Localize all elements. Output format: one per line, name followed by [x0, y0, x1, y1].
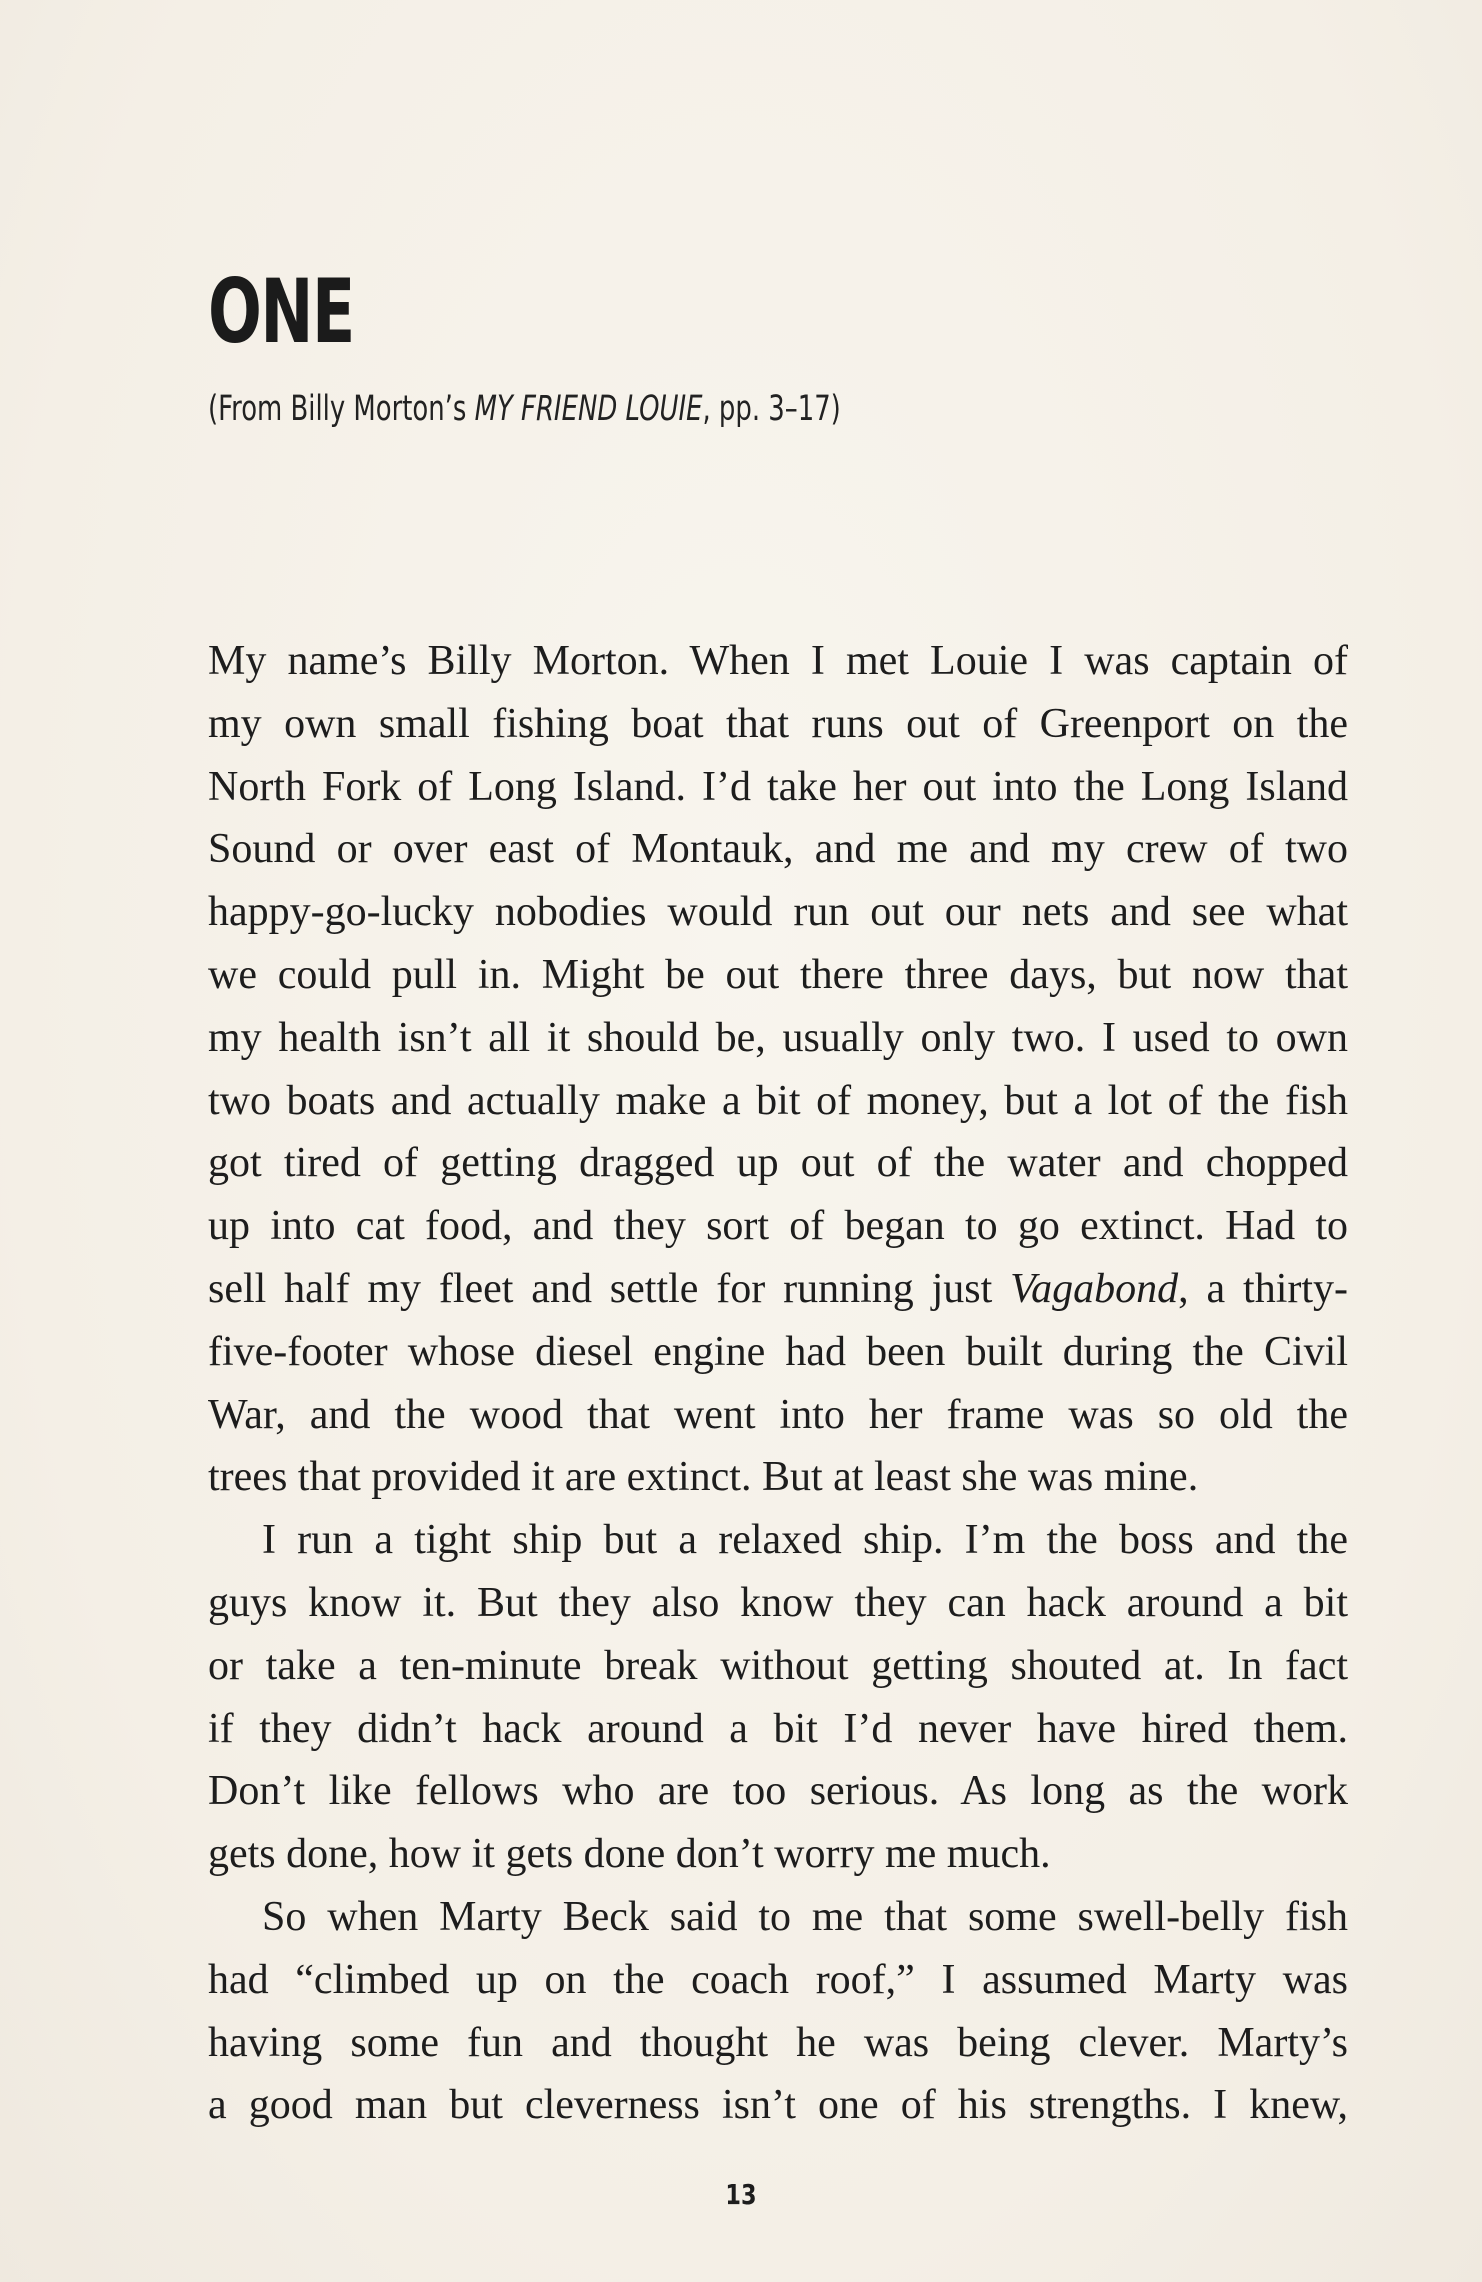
- text-line: five-footer whose diesel engine had been built during the Civil: [208, 1328, 1348, 1375]
- text-segment: sell half my fleet and settle for running just: [208, 1265, 1011, 1312]
- paragraph-2: [208, 1509, 1348, 1886]
- text-line: So when Marty Beck said to me that some swell-belly fish: [262, 1893, 1348, 1940]
- subtitle-suffix: , pp. 3–17): [702, 389, 841, 429]
- text-line: War, and the wood that went into her frame was so old the: [208, 1391, 1348, 1438]
- paragraph-3: [208, 1886, 1348, 2137]
- subtitle-prefix: (From Billy Morton’s: [208, 389, 475, 429]
- text-line: Don’t like fellows who are too serious. As long as the work: [208, 1768, 1348, 1815]
- text-line: my own small fishing boat that runs out of Greenport on the: [208, 700, 1348, 747]
- boat-name: Vagabond: [1010, 1265, 1179, 1312]
- text-line: a good man but cleverness isn’t one of his strengths. I knew,: [208, 2082, 1348, 2129]
- text-line: had “climbed up on the coach roof,” I assumed Marty was: [208, 1956, 1348, 2003]
- text-line: I run a tight ship but a relaxed ship. I’m the boss and the: [262, 1517, 1348, 1564]
- text-line: My name’s Billy Morton. When I met Louie I was captain of: [208, 638, 1348, 684]
- chapter-subtitle: [208, 388, 841, 430]
- text-line: happy-go-lucky nobodies would run out our nets and see what: [208, 889, 1348, 936]
- text-line: North Fork of Long Island. I’d take her out into the Long Island: [208, 763, 1348, 810]
- chapter-title: ONE: [208, 260, 354, 363]
- page-number: 13: [725, 2178, 757, 2211]
- text-line: if they didn’t hack around a bit I’d never have hired them.: [208, 1705, 1348, 1752]
- text-line: two boats and actually make a bit of money, but a lot of the fish: [208, 1077, 1348, 1124]
- text-line: or take a ten-minute break without getting shouted at. In fact: [208, 1642, 1348, 1689]
- text-line: my health isn’t all it should be, usually only two. I used to own: [208, 1014, 1348, 1061]
- text-line: guys know it. But they also know they can hack around a bit: [208, 1579, 1348, 1626]
- body-text: [208, 630, 1348, 2137]
- text-line: [208, 1258, 1348, 1321]
- text-line: up into cat food, and they sort of began to go extinct. Had to: [208, 1203, 1348, 1250]
- text-line: got tired of getting dragged up out of the water and chopped: [208, 1140, 1348, 1187]
- text-line: Sound or over east of Montauk, and me and my crew of two: [208, 826, 1348, 873]
- text-line: having some fun and thought he was being clever. Marty’s: [208, 2019, 1348, 2066]
- subtitle-book-title: MY FRIEND LOUIE: [474, 389, 703, 429]
- paragraph-1: [208, 630, 1348, 1509]
- text-line: trees that provided it are extinct. But at least she was mine.: [208, 1454, 1199, 1501]
- text-line: gets done, how it gets done don’t worry me much.: [208, 1831, 1051, 1878]
- text-segment: , a thirty-: [1178, 1265, 1349, 1312]
- text-line: we could pull in. Might be out there three days, but now that: [208, 951, 1348, 998]
